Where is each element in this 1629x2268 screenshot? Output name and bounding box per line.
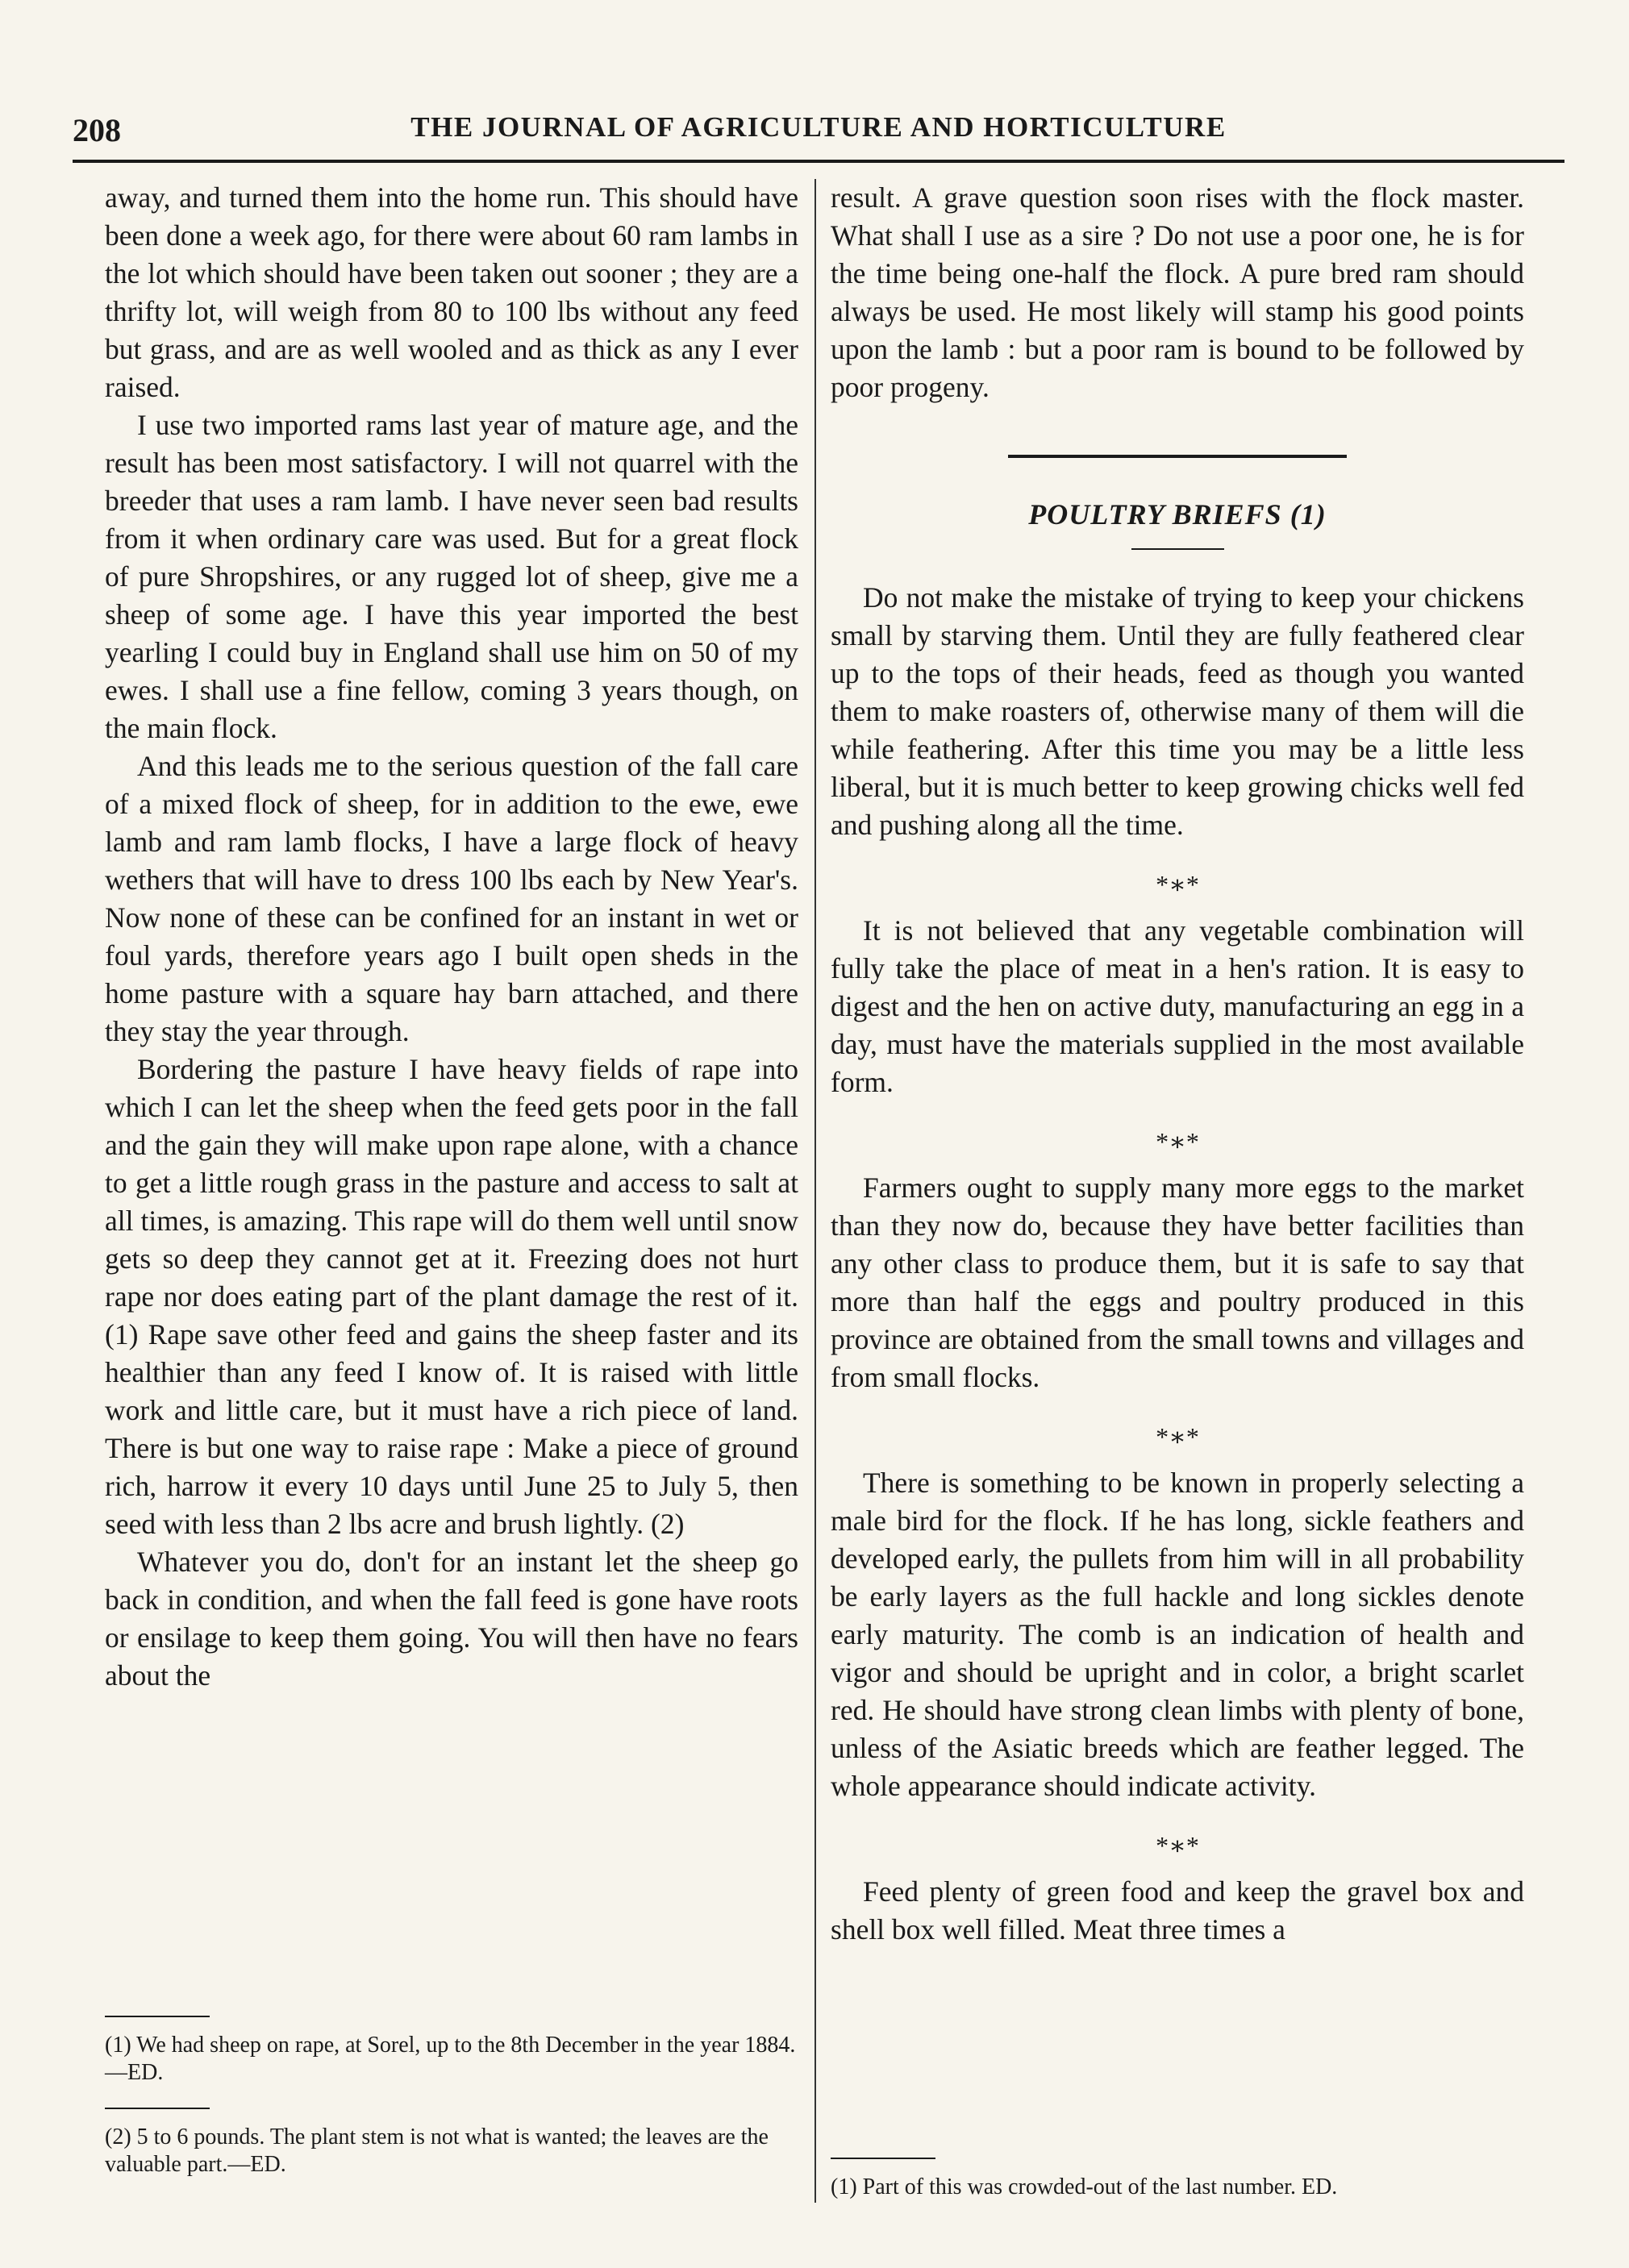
- left-paragraph: away, and turned them into the home run. This should have been done a week ago, for there were about 60 ram lambs in the lot which should have been taken out sooner ; they are a thrifty lot, will weigh from 80 to 100 lbs without any feed but grass, and are as well wooled and as thick as any I ever raised.: [105, 181, 798, 403]
- right-intro-paragraph: result. A grave question soon rises with the flock master. What shall I use as a sire ? Do not use a poor one, he is for the time being one-half the flock. A pure bred ram should always be used. He most likely will stamp his good points upon the lamb : but a poor ram is bound to be followed by poor progeny.: [831, 181, 1524, 403]
- left-column: [105, 179, 798, 1695]
- section-divider: [1008, 455, 1347, 458]
- right-footnote: [831, 2158, 1524, 2201]
- poultry-paragraph: Do not make the mistake of trying to keep your chickens small by starving them. Until they are fully feathered clear up to the tops of their heads, feed as though you wanted them to make roasters of, otherwise many of them will die while feathering. After this time you may be a little less liberal, but it is much better to keep growing chicks well fed and pushing along all the time.: [831, 581, 1524, 841]
- left-paragraph: Bordering the pasture I have heavy fields of rape into which I can let the sheep when the feed gets poor in the fall and the gain they will make upon rape alone, with a chance to get a little rough grass in the pasture and access to salt at all times, is amazing. This rape will do them well until snow gets so deep they cannot get at it. Freezing does not hurt rape nor does eating part of the plant damage the rest of it. (1) Rape save other feed and gains the sheep faster and its healthier than any feed I know of. It is raised with little work and little care, but it must have a rich piece of land. There is but one way to raise rape : Make a piece of ground rich, harrow it every 10 days until June 25 to July 5, then seed with less than 2 lbs acre and brush lightly. (2): [105, 1053, 798, 1540]
- footnote-2: (2) 5 to 6 pounds. The plant stem is not what is wanted; the leaves are the valuable part.—ED.: [105, 2124, 769, 2177]
- footnote-poultry: (1) Part of this was crowded-out of the last number. ED.: [831, 2174, 1338, 2199]
- header-rule: [73, 160, 1564, 163]
- right-column: [831, 179, 1524, 1949]
- footnote-rule: [831, 2158, 935, 2159]
- poultry-paragraph: Farmers ought to supply many more eggs to the market than they now do, because they have better facilities than any other class to produce them, but it is safe to say that more than half the eggs and poultry produced in this province are obtained from the small towns and villages and from small flocks.: [831, 1171, 1524, 1393]
- asterism-separator: *∗*: [1156, 870, 1199, 899]
- poultry-paragraph: Feed plenty of green food and keep the gravel box and shell box well filled. Meat three times a: [831, 1875, 1524, 1945]
- poultry-paragraph: There is something to be known in properly selecting a male bird for the flock. If he has long, sickle feathers and developed early, the pullets from him will in all probability be early layers as the full hackle and long sickles denote early maturity. The comb is an indication of health and vigor and should be upright and in color, a bright scarlet red. He should have strong clean limbs with plenty of bone, unless of the Asiatic breeds which are feather legged. The whole appearance should indicate activity.: [831, 1467, 1524, 1802]
- asterism-separator: *∗*: [1156, 1422, 1199, 1451]
- footnote-1: (1) We had sheep on rape, at Sorel, up to the 8th December in the year 1884.—ED.: [105, 2033, 796, 2085]
- left-paragraph: And this leads me to the serious question of the fall care of a mixed flock of sheep, for in addition to the ewe, ewe lamb and ram lamb flocks, I have a large flock of heavy wethers that will have to dress 100 lbs each by New Year's. Now none of these can be confined for an instant in wet or foul yards, therefore years ago I built open sheds in the home pasture with a square hay barn attached, and there they stay the year through.: [105, 750, 798, 1047]
- asterism-separator: *∗*: [1156, 1831, 1199, 1860]
- asterism-separator: *∗*: [1156, 1127, 1199, 1156]
- page-header: [73, 105, 1564, 150]
- footnote-rule: [105, 2108, 210, 2109]
- poultry-paragraph: It is not believed that any vegetable combination will fully take the place of meat in a hen's ration. It is easy to digest and the hen on active duty, manufacturing an egg in a day, must have the materials supplied in the most available form.: [831, 914, 1524, 1098]
- title-underline: [1131, 548, 1224, 550]
- left-paragraph: Whatever you do, don't for an instant let the sheep go back in condition, and when the fall feed is gone have roots or ensilage to keep them going. You will then have no fears about the: [105, 1546, 798, 1692]
- journal-title: THE JOURNAL OF AGRICULTURE AND HORTICULTURE: [410, 111, 1227, 143]
- page-number: 208: [73, 112, 121, 148]
- section-title: POULTRY BRIEFS (1): [1028, 498, 1327, 531]
- column-divider: [814, 179, 816, 2203]
- left-paragraph: I use two imported rams last year of mature age, and the result has been most satisfactory. I will not quarrel with the breeder that uses a ram lamb. I have never seen bad results from it when ordinary care was used. But for a great flock of pure Shropshires, or any rugged lot of sheep, give me a sheep of some age. I have this year imported the best yearling I could buy in England shall use him on 50 of my ewes. I shall use a fine fellow, coming 3 years though, on the main flock.: [105, 409, 798, 744]
- footnote-rule: [105, 2016, 210, 2017]
- left-footnotes: [105, 2016, 798, 2179]
